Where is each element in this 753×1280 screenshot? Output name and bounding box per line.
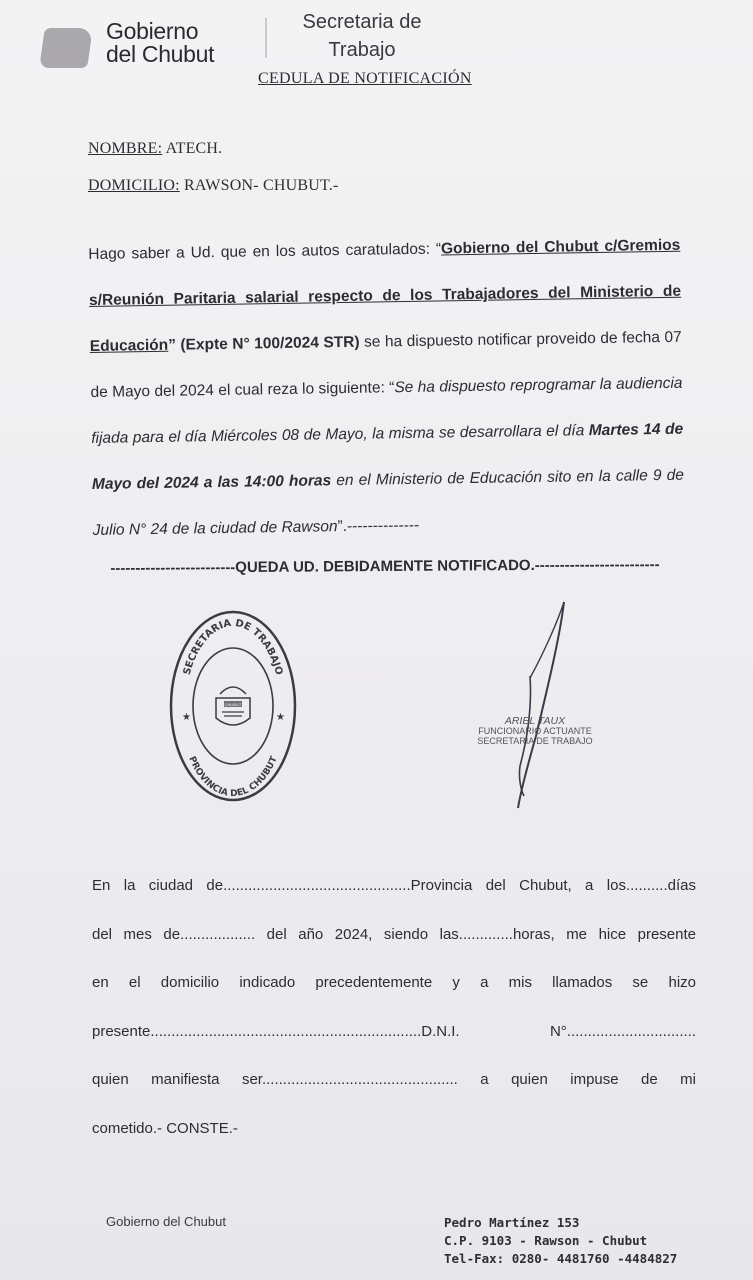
dept-line-1: Secretaria de [302, 11, 422, 33]
svg-text:★: ★ [182, 712, 191, 723]
department-name [292, 8, 432, 64]
gobierno-logo-icon [39, 28, 93, 68]
recipient-address [88, 177, 338, 195]
name-label: NOMBRE: [88, 140, 163, 157]
form-line-conste: cometido.- CONSTE.- [92, 1119, 238, 1137]
handwritten-signature-icon [490, 596, 580, 811]
seal-top-text: SECRETARIA DE TRABAJO [181, 617, 285, 677]
notification-body [88, 223, 685, 554]
form-line-city: En la ciudad de.............................................Provincia del Chubut, a los..........días [92, 877, 696, 894]
notified-line: -------------------------QUEDA UD. DEBIDAMENTE NOTIFICADO.------------------------- [110, 556, 660, 577]
footer-street: Pedro Martínez 153 [444, 1215, 580, 1230]
svg-text:PROVINCIA DEL CHUBUT [186, 754, 280, 799]
signer-office: SECRETARIA DE TRABAJO [477, 736, 593, 746]
seal-center-text: CHUBUT [224, 702, 242, 707]
footer-phone: Tel-Fax: 0280- 4481760 -4484827 [444, 1251, 678, 1266]
header-divider [265, 18, 267, 58]
footer-org: Gobierno del Chubut [106, 1214, 226, 1229]
intro-text: Hago saber a Ud. que en los autos caratulados: “ [88, 240, 442, 263]
delivery-form [92, 862, 696, 1153]
signer-role: FUNCIONARIO ACTUANTE [478, 726, 592, 736]
seal-bottom-text: PROVINCIA DEL CHUBUT [186, 755, 280, 800]
signer-name: ARIEL TAUX [504, 715, 566, 727]
org-name [106, 20, 214, 66]
form-line-domicile: en el domicilio indicado precedentemente y a mis llamados se hizo [92, 974, 696, 991]
svg-text:SECRETARIA DE TRABAJO [182, 618, 284, 676]
form-line-declares: quien manifiesta ser............................................... a quien impuse de mi [92, 1071, 696, 1088]
footer-address [444, 1214, 677, 1268]
document-title: CEDULA DE NOTIFICACIÓN [258, 70, 472, 87]
ruling-quote-2: en el Ministerio de Educación sito en la calle 9 de Julio N° 24 de la ciudad de Rawson [92, 466, 685, 539]
hearing-date: Martes 14 de Mayo del 2024 a las 14:00 horas [91, 420, 684, 493]
org-line-1: Gobierno [106, 18, 199, 44]
org-line-2: del Chubut [106, 41, 215, 67]
ruling-quote-1: Se ha dispuesto reprogramar la audiencia fijada para el día Miércoles 08 de Mayo, la misma se desarrollara el día [91, 374, 683, 447]
quote-close: ” [168, 336, 181, 354]
address-label: DOMICILIO: [88, 177, 180, 194]
dept-line-2: Trabajo [328, 39, 396, 61]
quote-end: ”.-------------- [337, 516, 420, 536]
footer-city: C.P. 9103 - Rawson - Chubut [444, 1233, 648, 1248]
name-value: ATECH. [162, 140, 223, 157]
signature-block [470, 716, 600, 746]
official-seal-icon [168, 608, 298, 804]
form-line-date: del mes de.................. del año 2024, siendo las.............horas, me hice presente [92, 925, 696, 943]
form-line-present: presente.................................................................D.N.I. N°............................... [92, 1022, 696, 1040]
case-title: Gobierno del Chubut c/Gremios s/Reunión Paritaria salarial respecto de los Trabajadores del Ministerio de Educación [88, 236, 682, 355]
address-value: RAWSON- CHUBUT.- [179, 177, 339, 194]
file-number: (Expte N° 100/2024 STR) [180, 333, 360, 354]
recipient-name [88, 140, 222, 158]
svg-text:★: ★ [276, 712, 285, 723]
ruling-intro: se ha dispuesto notificar proveido de fecha 07 de Mayo del 2024 el cual reza lo siguiente: “ [90, 328, 682, 401]
